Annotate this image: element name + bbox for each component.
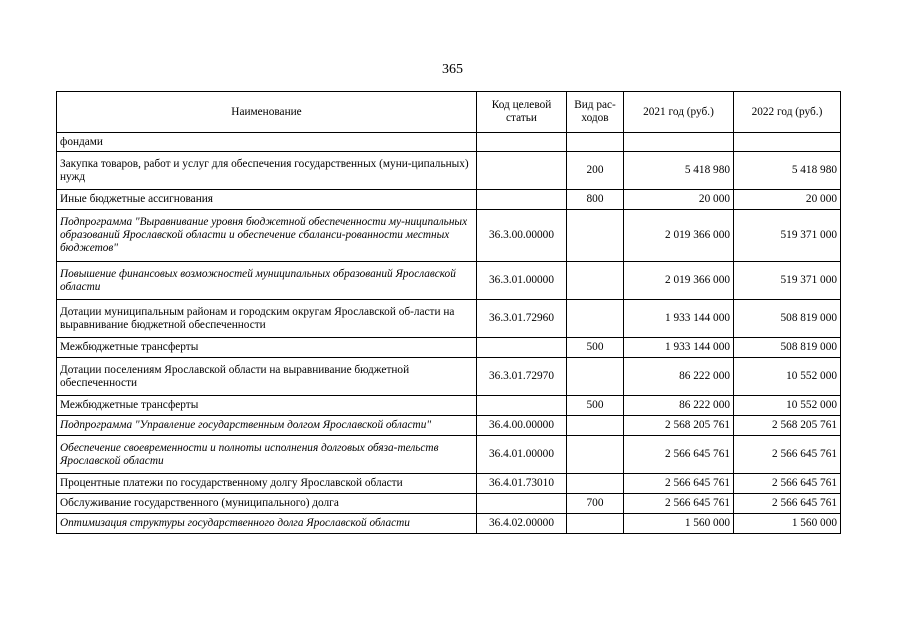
row-code-cell: 36.3.01.72960 [477, 300, 567, 338]
row-2022-cell: 2 566 645 761 [734, 436, 841, 474]
table-header-row [57, 92, 841, 133]
row-2022-cell: 2 566 645 761 [734, 474, 841, 494]
row-2022-cell: 1 560 000 [734, 514, 841, 534]
row-2022-cell: 519 371 000 [734, 262, 841, 300]
row-expense-type-cell: 500 [567, 338, 624, 358]
row-expense-type-cell: 200 [567, 152, 624, 190]
table-row [57, 416, 841, 436]
row-code-cell: 36.3.00.00000 [477, 210, 567, 262]
row-2022-cell [734, 133, 841, 152]
row-expense-type-cell [567, 133, 624, 152]
row-2021-cell: 1 933 144 000 [624, 300, 734, 338]
row-2021-cell: 86 222 000 [624, 396, 734, 416]
row-expense-type-cell: 500 [567, 396, 624, 416]
row-expense-type-cell [567, 210, 624, 262]
table-row [57, 262, 841, 300]
row-2022-cell: 10 552 000 [734, 358, 841, 396]
row-2021-cell: 2 566 645 761 [624, 436, 734, 474]
row-code-cell: 36.4.01.00000 [477, 436, 567, 474]
row-name-cell: Дотации поселениям Ярославской области на выравнивание бюджетной обеспеченности [57, 358, 477, 396]
row-2022-cell: 2 566 645 761 [734, 494, 841, 514]
row-2021-cell: 20 000 [624, 190, 734, 210]
row-expense-type-cell [567, 300, 624, 338]
row-code-cell [477, 338, 567, 358]
row-2021-cell [624, 133, 734, 152]
row-code-cell [477, 190, 567, 210]
table-row [57, 474, 841, 494]
row-name-cell: фондами [57, 133, 477, 152]
row-2021-cell: 86 222 000 [624, 358, 734, 396]
row-expense-type-cell: 800 [567, 190, 624, 210]
row-expense-type-cell [567, 262, 624, 300]
row-2022-cell: 5 418 980 [734, 152, 841, 190]
table-row [57, 358, 841, 396]
row-name-cell: Процентные платежи по государственному долгу Ярославской области [57, 474, 477, 494]
row-code-cell: 36.4.01.73010 [477, 474, 567, 494]
table-row [57, 514, 841, 534]
table-row [57, 338, 841, 358]
row-expense-type-cell: 700 [567, 494, 624, 514]
table-row [57, 133, 841, 152]
header-code: Код целевой статьи [477, 92, 567, 133]
row-expense-type-cell [567, 436, 624, 474]
row-2022-cell: 2 568 205 761 [734, 416, 841, 436]
row-expense-type-cell [567, 416, 624, 436]
row-2021-cell: 2 566 645 761 [624, 474, 734, 494]
row-2021-cell: 1 560 000 [624, 514, 734, 534]
row-2021-cell: 2 019 366 000 [624, 262, 734, 300]
table-row [57, 396, 841, 416]
row-name-cell: Оптимизация структуры государственного долга Ярославской области [57, 514, 477, 534]
row-expense-type-cell [567, 474, 624, 494]
row-name-cell: Повышение финансовых возможностей муниципальных образований Ярославской области [57, 262, 477, 300]
row-expense-type-cell [567, 358, 624, 396]
table-row [57, 436, 841, 474]
row-name-cell: Подпрограмма "Выравнивание уровня бюджетной обеспеченности му-ниципальных образований Ярославской области и обеспечение сбаланси-рованности местных бюджетов" [57, 210, 477, 262]
row-name-cell: Иные бюджетные ассигнования [57, 190, 477, 210]
row-2021-cell: 2 019 366 000 [624, 210, 734, 262]
row-name-cell: Обслуживание государственного (муниципального) долга [57, 494, 477, 514]
row-code-cell: 36.3.01.00000 [477, 262, 567, 300]
row-expense-type-cell [567, 514, 624, 534]
row-code-cell: 36.3.01.72970 [477, 358, 567, 396]
table-body [57, 133, 841, 534]
row-name-cell: Закупка товаров, работ и услуг для обеспечения государственных (муни-ципальных) нужд [57, 152, 477, 190]
row-code-cell: 36.4.00.00000 [477, 416, 567, 436]
row-name-cell: Межбюджетные трансферты [57, 338, 477, 358]
row-name-cell: Межбюджетные трансферты [57, 396, 477, 416]
row-2022-cell: 10 552 000 [734, 396, 841, 416]
row-name-cell: Дотации муниципальным районам и городским округам Ярославской об-ласти на выравнивание бюджетной обеспеченности [57, 300, 477, 338]
row-code-cell [477, 133, 567, 152]
row-2022-cell: 508 819 000 [734, 300, 841, 338]
row-2022-cell: 20 000 [734, 190, 841, 210]
page-number: 365 [442, 62, 463, 77]
row-2021-cell: 2 566 645 761 [624, 494, 734, 514]
header-2021: 2021 год (руб.) [624, 92, 734, 133]
row-2021-cell: 5 418 980 [624, 152, 734, 190]
row-2021-cell: 2 568 205 761 [624, 416, 734, 436]
row-2022-cell: 519 371 000 [734, 210, 841, 262]
budget-table [56, 91, 841, 534]
table-row [57, 210, 841, 262]
row-code-cell [477, 152, 567, 190]
table-row [57, 494, 841, 514]
table-row [57, 152, 841, 190]
header-expense-type: Вид рас-ходов [567, 92, 624, 133]
row-code-cell: 36.4.02.00000 [477, 514, 567, 534]
row-2021-cell: 1 933 144 000 [624, 338, 734, 358]
row-code-cell [477, 494, 567, 514]
row-name-cell: Подпрограмма "Управление государственным долгом Ярославской области" [57, 416, 477, 436]
row-2022-cell: 508 819 000 [734, 338, 841, 358]
row-name-cell: Обеспечение своевременности и полноты исполнения долговых обяза-тельств Ярославской области [57, 436, 477, 474]
table-row [57, 300, 841, 338]
header-2022: 2022 год (руб.) [734, 92, 841, 133]
header-name: Наименование [57, 92, 477, 133]
row-code-cell [477, 396, 567, 416]
table-row [57, 190, 841, 210]
